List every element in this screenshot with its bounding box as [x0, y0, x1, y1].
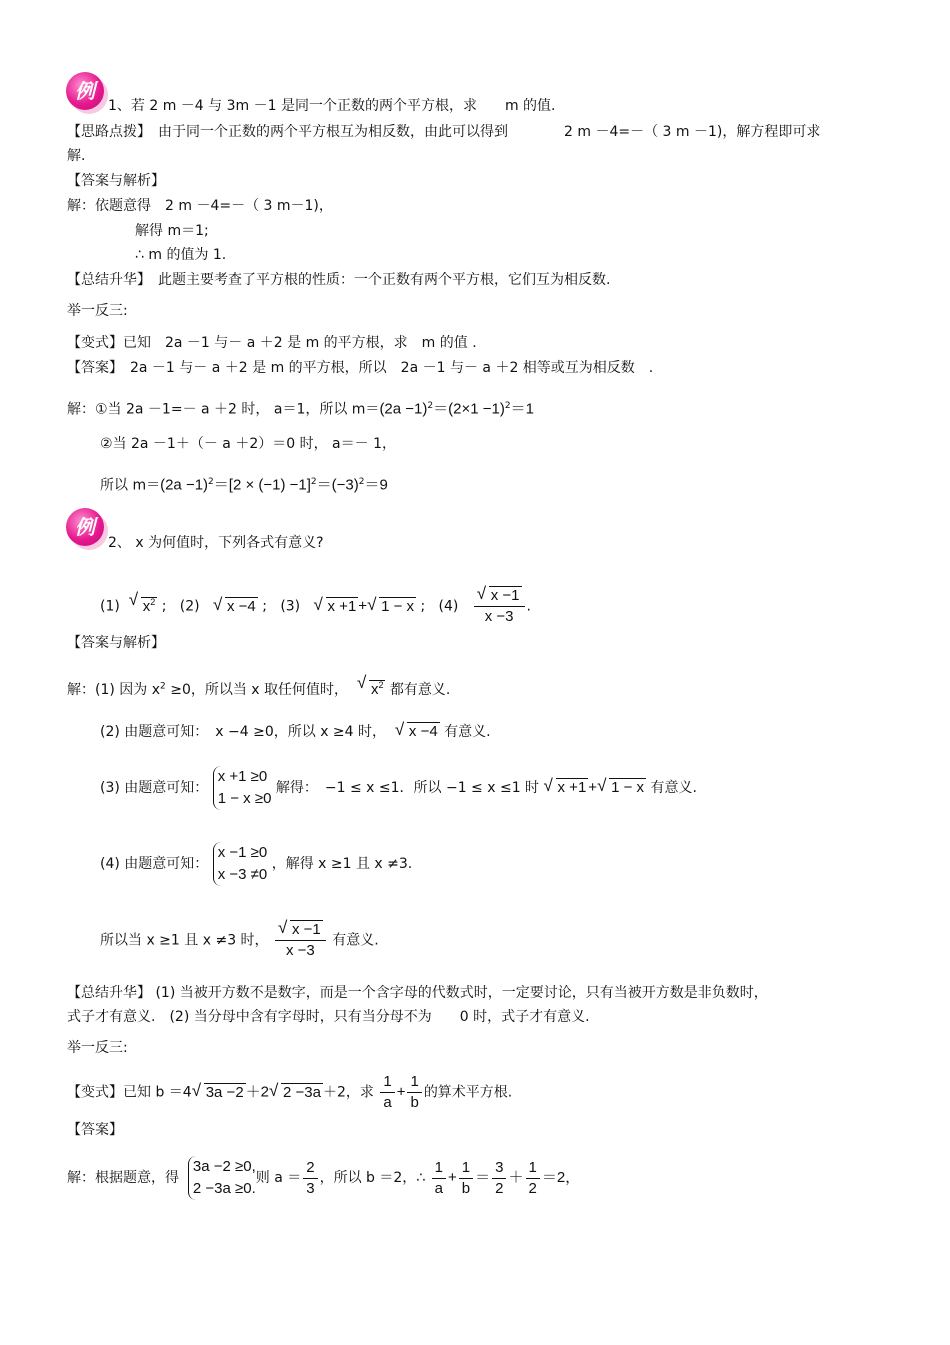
radicand: x +1 — [327, 597, 357, 615]
system-line: 1 − x ≥0 — [217, 790, 272, 807]
denominator: b — [461, 1179, 471, 1197]
sqrt-x-minus-4 — [213, 598, 258, 616]
inequality-system — [213, 766, 272, 810]
s3-text: (3) 由题意可知： — [100, 780, 209, 796]
sqrt-x-squared — [357, 676, 386, 699]
example1-answer-heading: 【答案与解析】 — [67, 173, 165, 189]
vq-text: 【变式】已知 b ＝4 — [67, 1084, 192, 1101]
numerator: 1 — [432, 1158, 446, 1179]
fraction-item4 — [275, 920, 326, 961]
radicand: 3a −2 — [205, 1083, 244, 1101]
exponent: 2 — [427, 401, 434, 411]
case2-expr1: (2a −1) — [160, 476, 209, 494]
fraction-3-over-2 — [492, 1158, 506, 1199]
denominator: 2 — [495, 1179, 504, 1197]
case2-text: 所以 m＝ — [100, 477, 161, 494]
example2-solution-2 — [100, 723, 491, 741]
item4-label: (4) — [438, 598, 459, 615]
s1-text3: 都有意义. — [389, 682, 451, 698]
fs-text: 解：根据题意，得 — [67, 1170, 179, 1186]
sqrt-1-minus-x — [367, 598, 416, 616]
s3-text3: 有意义. — [650, 780, 697, 796]
numerator: 3 — [492, 1158, 506, 1179]
example-badge: 例 — [66, 72, 104, 110]
sqrt-2-minus-3a — [269, 1084, 323, 1102]
numerator: 2 — [303, 1158, 317, 1179]
final-result: ＝2， — [541, 1169, 581, 1186]
example-badge: 例 — [66, 508, 104, 546]
fraction-2-over-3 — [303, 1158, 317, 1199]
numerator: 1 — [407, 1072, 421, 1093]
radicand: 1 − x — [611, 779, 644, 796]
exponent: 2 — [150, 596, 156, 607]
example2-answer-heading: 【答案与解析】 — [67, 635, 165, 651]
radicand: x −4 — [408, 723, 438, 740]
s1-text: 解：(1) 因为 x — [67, 682, 161, 698]
example2-variant-question — [67, 1072, 512, 1113]
s3-text2: 解得： −1 ≤ x ≤1．所以 −1 ≤ x ≤1 时 — [275, 780, 540, 796]
vq-text2: ＋2，求 — [322, 1084, 374, 1101]
case1-expr: (2a −1) — [379, 400, 428, 418]
sqrt-x-plus-1 — [314, 598, 359, 616]
radicand: x −1 — [292, 921, 321, 938]
sqrt-x-plus-1 — [544, 779, 589, 797]
example1-case1 — [67, 397, 534, 419]
s4-text: (4) 由题意可知： — [100, 856, 209, 872]
example1-practice-heading: 举一反三: — [67, 303, 128, 319]
example1-variant-question: 【变式】已知 2a －1 与－ a ＋2 是 m 的平方根，求 m 的值 . — [67, 335, 477, 351]
example1-summary: 【总结升华】 此题主要考查了平方根的性质：一个正数有两个平方根，它们互为相反数. — [67, 272, 611, 288]
sqrt-x-minus-1 — [477, 586, 522, 606]
example1-idea-line2: 解. — [67, 148, 86, 164]
sqrt-1-minus-x — [597, 779, 646, 797]
plus-sign: + — [448, 1169, 457, 1186]
s2-text2: 有意义. — [444, 724, 491, 740]
denominator: a — [383, 1094, 392, 1111]
fraction-1-over-a — [432, 1158, 446, 1199]
example2-solution-1 — [67, 676, 450, 699]
radicand: 2 −3a — [283, 1083, 321, 1101]
exponent: 2 — [160, 681, 166, 692]
case1-text: 解：①当 2a －1=－ a ＋2 时， a＝1，所以 m＝ — [67, 401, 380, 418]
inequality-system — [213, 842, 268, 886]
system-line: x +1 ≥0 — [217, 768, 268, 785]
fraction-1-over-b — [459, 1158, 473, 1199]
plus-sign: + — [588, 779, 598, 796]
fraction-1-over-b — [407, 1072, 421, 1113]
exponent: 2 — [310, 477, 317, 487]
fs-text2: 则 a ＝ — [255, 1170, 302, 1186]
vq-plus: ＋2 — [245, 1083, 270, 1101]
example1-variant-answer: 【答案】 2a －1 与－ a ＋2 是 m 的平方根，所以 2a －1 与－ a ＋2 相等或互为相反数 . — [67, 360, 654, 376]
case2-result: ＝9 — [364, 476, 388, 494]
s1-text2: ≥0，所以当 x 取任何值时， — [170, 682, 349, 698]
example2-solution-5 — [100, 920, 379, 961]
exponent: 2 — [208, 477, 214, 487]
fs-text3: ，所以 b ＝2，∴ — [319, 1170, 426, 1186]
vq-text3: 的算术平方根. — [423, 1084, 513, 1101]
item3-label: (3) — [280, 598, 301, 615]
example1-idea-line1: 【思路点拨】 由于同一个正数的两个平方根互为相反数，由此可以得到 2 m －4=－（ 3 m －1)，解方程即可求 — [67, 124, 821, 140]
plus-sign: ＋ — [508, 1169, 524, 1186]
s5-text: 所以当 x ≥1 且 x ≠3 时， — [100, 932, 269, 949]
system-line: x −3 ≠0 — [217, 866, 268, 883]
denominator: b — [410, 1094, 419, 1111]
system-line: 3a −2 ≥0, — [192, 1158, 256, 1175]
numerator: 1 — [526, 1158, 540, 1179]
sqrt-x-minus-1 — [278, 920, 323, 940]
s4-text2: ，解得 x ≥1 且 x ≠3. — [271, 856, 413, 872]
example1-case2-result — [100, 473, 388, 495]
sqrt-3a-minus-2 — [192, 1084, 246, 1102]
example1-title: 1、若 2 m －4 与 3m －1 是同一个正数的两个平方根，求 m 的值. — [108, 98, 556, 114]
radicand: x −4 — [227, 597, 256, 615]
period: . — [526, 598, 531, 615]
s5-text2: 有意义. — [332, 932, 379, 949]
case2-expr2: ＝[2 × (−1) −1] — [213, 476, 311, 494]
exponent: 2 — [378, 680, 384, 690]
radicand: x +1 — [557, 779, 587, 796]
fraction-1-over-a — [380, 1072, 394, 1113]
denominator: 3 — [306, 1179, 315, 1197]
separator: ; — [161, 598, 167, 615]
case1-expr2: ＝(2×1 −1) — [433, 400, 505, 418]
example2-variant-answer-heading: 【答案】 — [67, 1122, 123, 1138]
separator: ; — [262, 598, 267, 615]
example2-solution-3 — [100, 766, 697, 810]
example2-final-solution — [67, 1156, 580, 1200]
system-line: x −1 ≥0 — [217, 844, 268, 861]
fraction-1-over-2 — [526, 1158, 540, 1199]
denominator: a — [434, 1179, 444, 1197]
denominator: 2 — [528, 1179, 537, 1197]
example1-case2: ②当 2a －1＋（－ a ＋2）＝0 时， a＝－ 1， — [100, 436, 396, 452]
item1-label: (1) — [100, 598, 120, 615]
radicand: x — [142, 597, 151, 615]
equals-sign: ＝ — [475, 1169, 491, 1186]
case2-expr3: ＝(−3) — [316, 476, 359, 494]
example2-summary-1: 【总结升华】 (1) 当被开方数不是数字，而是一个含字母的代数式时，一定要讨论，只有当被开方数是非负数时， — [67, 985, 768, 1001]
exponent: 2 — [358, 477, 365, 487]
case1-result: ＝1 — [510, 400, 534, 418]
denominator: x −3 — [484, 608, 514, 625]
radicand: x — [370, 681, 379, 698]
example2-practice-heading: 举一反三: — [67, 1040, 128, 1056]
example1-solution-2: 解得 m＝1; — [135, 223, 209, 239]
example2-solution-4 — [100, 842, 412, 886]
item2-label: (2) — [179, 598, 200, 615]
s2-text: (2) 由题意可知： x −4 ≥0，所以 x ≥4 时， — [100, 724, 387, 740]
system-line: 2 −3a ≥0. — [192, 1180, 256, 1197]
inequality-system — [188, 1156, 256, 1200]
separator: ; — [420, 598, 426, 615]
radicand: x −1 — [490, 587, 520, 604]
example2-items — [100, 586, 531, 627]
example1-solution-1: 解：依题意得 2 m －4=－（ 3 m－1)， — [67, 198, 333, 214]
example2-title: 2、 x 为何值时，下列各式有意义? — [108, 535, 324, 551]
example1-solution-3: ∴ m 的值为 1. — [135, 247, 227, 263]
radicand: 1 − x — [381, 597, 414, 615]
numerator: 1 — [380, 1072, 394, 1093]
denominator: x −3 — [286, 942, 315, 959]
plus-sign: + — [396, 1083, 406, 1101]
exponent: 2 — [504, 401, 511, 411]
numerator: 1 — [459, 1158, 473, 1179]
sqrt-x-squared — [129, 593, 158, 616]
fraction-item4 — [474, 586, 525, 627]
sqrt-x-minus-4 — [395, 723, 440, 741]
plus-sign: + — [358, 597, 368, 615]
example2-summary-2: 式子才有意义. (2) 当分母中含有字母时，只有当分母不为 0 时，式子才有意义. — [67, 1009, 590, 1025]
